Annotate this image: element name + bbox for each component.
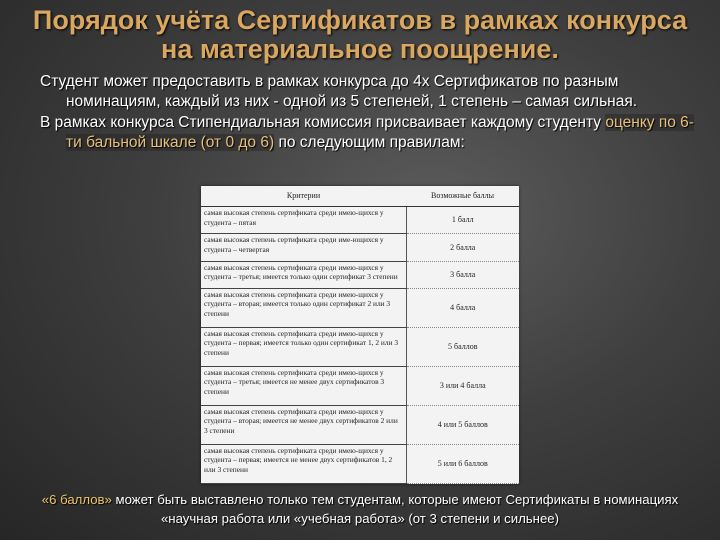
score-scale-highlight: оценку по 6-ти бальной шкале (от 0 до 6) bbox=[66, 114, 694, 151]
score-cell: 5 или 6 баллов bbox=[406, 444, 519, 483]
score-cell: 3 или 4 балла bbox=[406, 366, 519, 405]
criteria-cell: самая высокая степень сертификата среди имею-щихся у студента – вторая; имеется только один сертификат 2 или 3 степени bbox=[201, 288, 406, 327]
slide-body bbox=[40, 72, 700, 154]
table-row bbox=[201, 288, 519, 327]
score-cell: 2 балла bbox=[406, 234, 519, 261]
scoring-table-image bbox=[201, 186, 519, 484]
criteria-cell: самая высокая степень сертификата среди имею-щихся у студента – пятая bbox=[201, 207, 406, 234]
table-row bbox=[201, 261, 519, 288]
paragraph-commission bbox=[40, 113, 700, 152]
table-row bbox=[201, 444, 519, 483]
criteria-cell: самая высокая степень сертификата среди имею-щихся у студента – вторая; имеется не менее двух сертификатов 2 или 3 степени bbox=[201, 405, 406, 444]
criteria-cell: самая высокая степень сертификата среди имею-щихся у студента – третья; имеется только один сертификат 3 степени bbox=[201, 261, 406, 288]
table-header-row bbox=[201, 186, 519, 207]
table-row bbox=[201, 327, 519, 366]
criteria-cell: самая высокая степень сертификата среди имею-щихся у студента – первая; имеется только один сертификат 1, 2 или 3 степени bbox=[201, 327, 406, 366]
paragraph-commission-start: В рамках конкурса Стипендиальная комиссия присваивает каждому студенту bbox=[40, 114, 606, 131]
score-cell: 4 балла bbox=[406, 288, 519, 327]
score-cell: 3 балла bbox=[406, 261, 519, 288]
table-row bbox=[201, 366, 519, 405]
header-criteria: Критерии bbox=[201, 186, 406, 207]
criteria-cell: самая высокая степень сертификата среди имею-щихся у студента – третья; имеется не менее двух сертификатов 3 степени bbox=[201, 366, 406, 405]
paragraph-certificates: Студент может предоставить в рамках конкурса до 4х Сертификатов по разным номинациям, каждый из них - одной из 5 степеней, 1 степень – самая сильная. bbox=[40, 73, 638, 110]
score-cell: 4 или 5 баллов bbox=[406, 405, 519, 444]
footer-note-text: может быть выставлено только тем студентам, которые имеют Сертификаты в номинациях «научная работа или «учебная работа» (от 3 степени и сильнее) bbox=[111, 492, 679, 526]
table-row bbox=[201, 234, 519, 261]
six-points-highlight: «6 баллов» bbox=[41, 492, 112, 507]
criteria-cell: самая высокая степень сертификата среди име-ющихся у студента – четвертая bbox=[201, 234, 406, 261]
table-row bbox=[201, 207, 519, 234]
criteria-cell: самая высокая степень сертификата среди имею-щихся у студента – первая; имеется не менее двух сертификатов 1, 2 или 3 степени bbox=[201, 444, 406, 483]
scoring-table bbox=[201, 186, 519, 484]
footer-note bbox=[20, 490, 700, 528]
title-line-1: Порядок учёта Сертификатов в рамках конкурса bbox=[32, 5, 688, 35]
paragraph-commission-end: по следующим правилам: bbox=[274, 133, 465, 151]
score-cell: 1 балл bbox=[406, 207, 519, 234]
table-row bbox=[201, 405, 519, 444]
header-score: Возможные баллы bbox=[406, 186, 519, 207]
score-cell: 5 баллов bbox=[406, 327, 519, 366]
slide-title bbox=[10, 6, 710, 64]
title-line-2: на материальное поощрение. bbox=[161, 34, 559, 64]
